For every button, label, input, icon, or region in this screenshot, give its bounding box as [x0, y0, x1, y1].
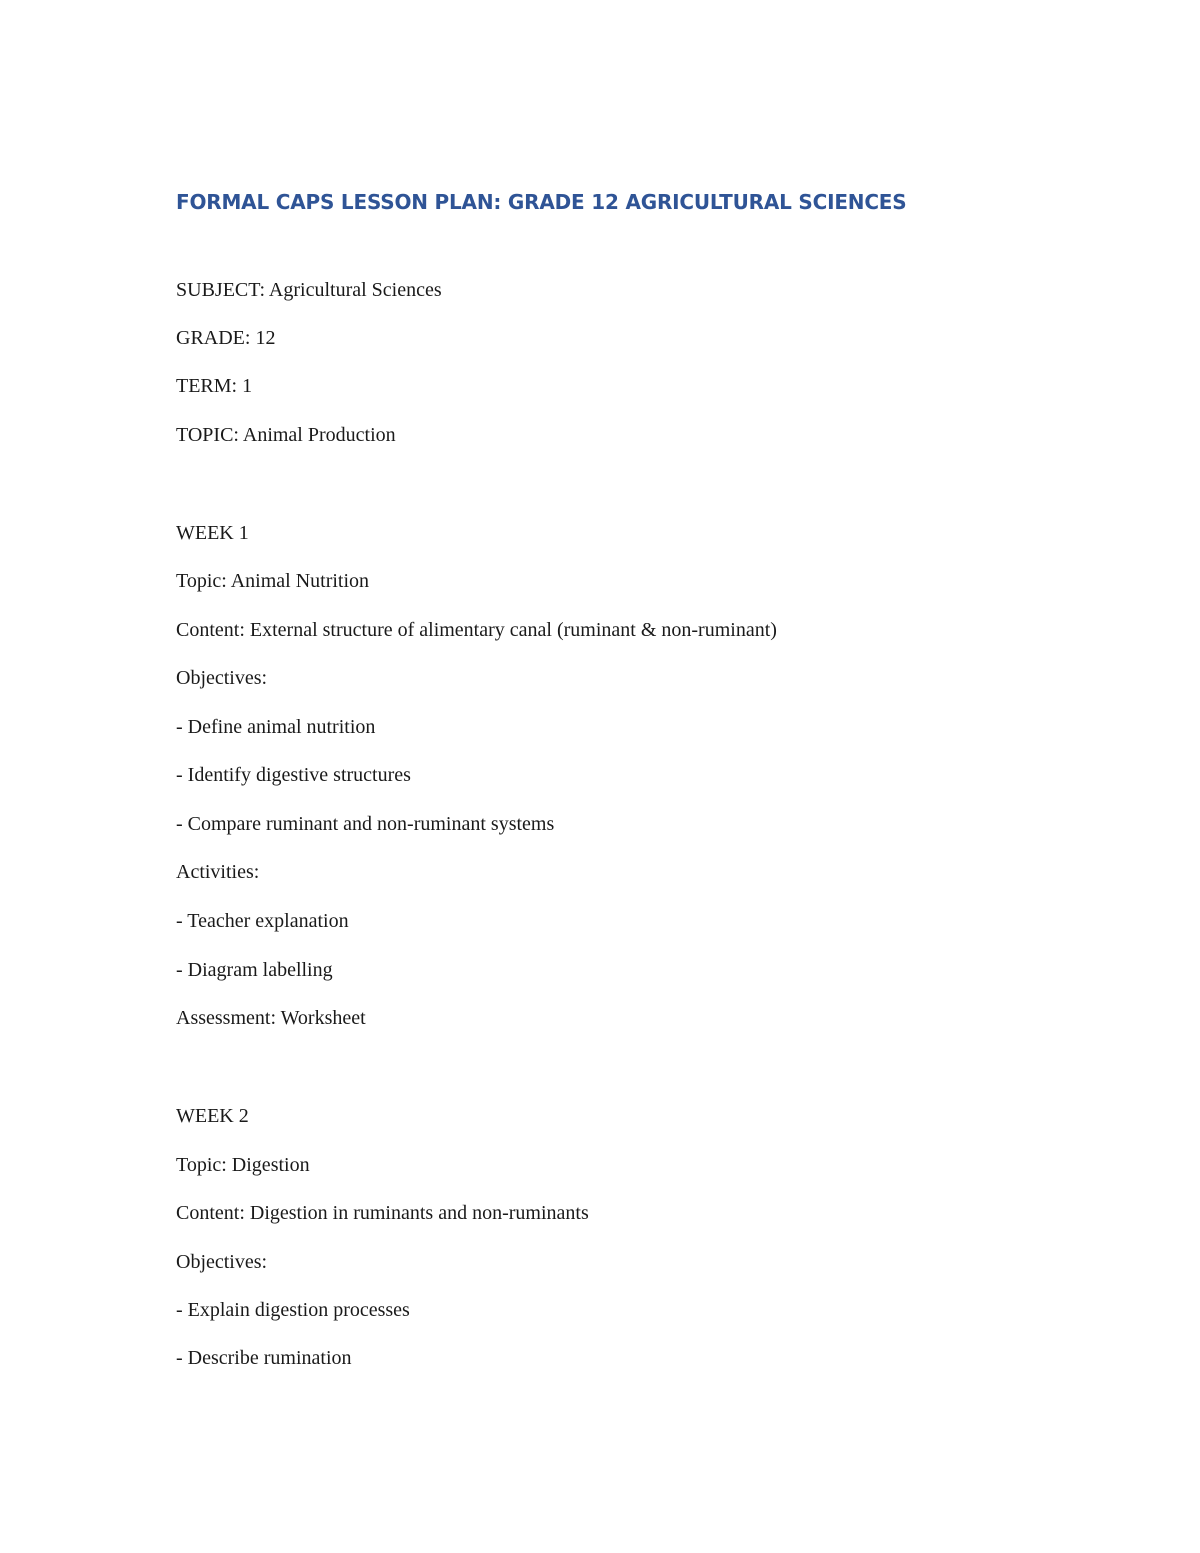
- week-1-activities-label: Activities:: [176, 861, 260, 883]
- week-1-objective-item: - Identify digestive structures: [176, 764, 411, 786]
- week-1-topic: Topic: Animal Nutrition: [176, 570, 370, 592]
- grade-line: GRADE: 12: [176, 327, 276, 349]
- week-1-heading: WEEK 1: [176, 522, 249, 544]
- week-2-objectives-label: Objectives:: [176, 1251, 268, 1273]
- week-2-topic: Topic: Digestion: [176, 1154, 310, 1176]
- week-1-activity-item: - Teacher explanation: [176, 910, 349, 932]
- document-title: FORMAL CAPS LESSON PLAN: GRADE 12 AGRICULTURAL SCIENCES: [176, 190, 907, 214]
- week-1-activity-item: - Diagram labelling: [176, 959, 333, 981]
- week-1-objective-item: - Compare ruminant and non-ruminant systems: [176, 813, 555, 835]
- topic-line: TOPIC: Animal Production: [176, 424, 396, 446]
- week-2-objective-item: - Describe rumination: [176, 1347, 352, 1369]
- week-2-content: Content: Digestion in ruminants and non-ruminants: [176, 1202, 589, 1224]
- week-1-assessment: Assessment: Worksheet: [176, 1007, 366, 1029]
- week-1-content: Content: External structure of alimentary canal (ruminant & non-ruminant): [176, 619, 777, 641]
- term-line: TERM: 1: [176, 375, 253, 397]
- week-1-objectives-label: Objectives:: [176, 667, 268, 689]
- subject-line: SUBJECT: Agricultural Sciences: [176, 279, 442, 301]
- week-1-objective-item: - Define animal nutrition: [176, 716, 376, 738]
- week-2-heading: WEEK 2: [176, 1105, 249, 1127]
- week-2-objective-item: - Explain digestion processes: [176, 1299, 410, 1321]
